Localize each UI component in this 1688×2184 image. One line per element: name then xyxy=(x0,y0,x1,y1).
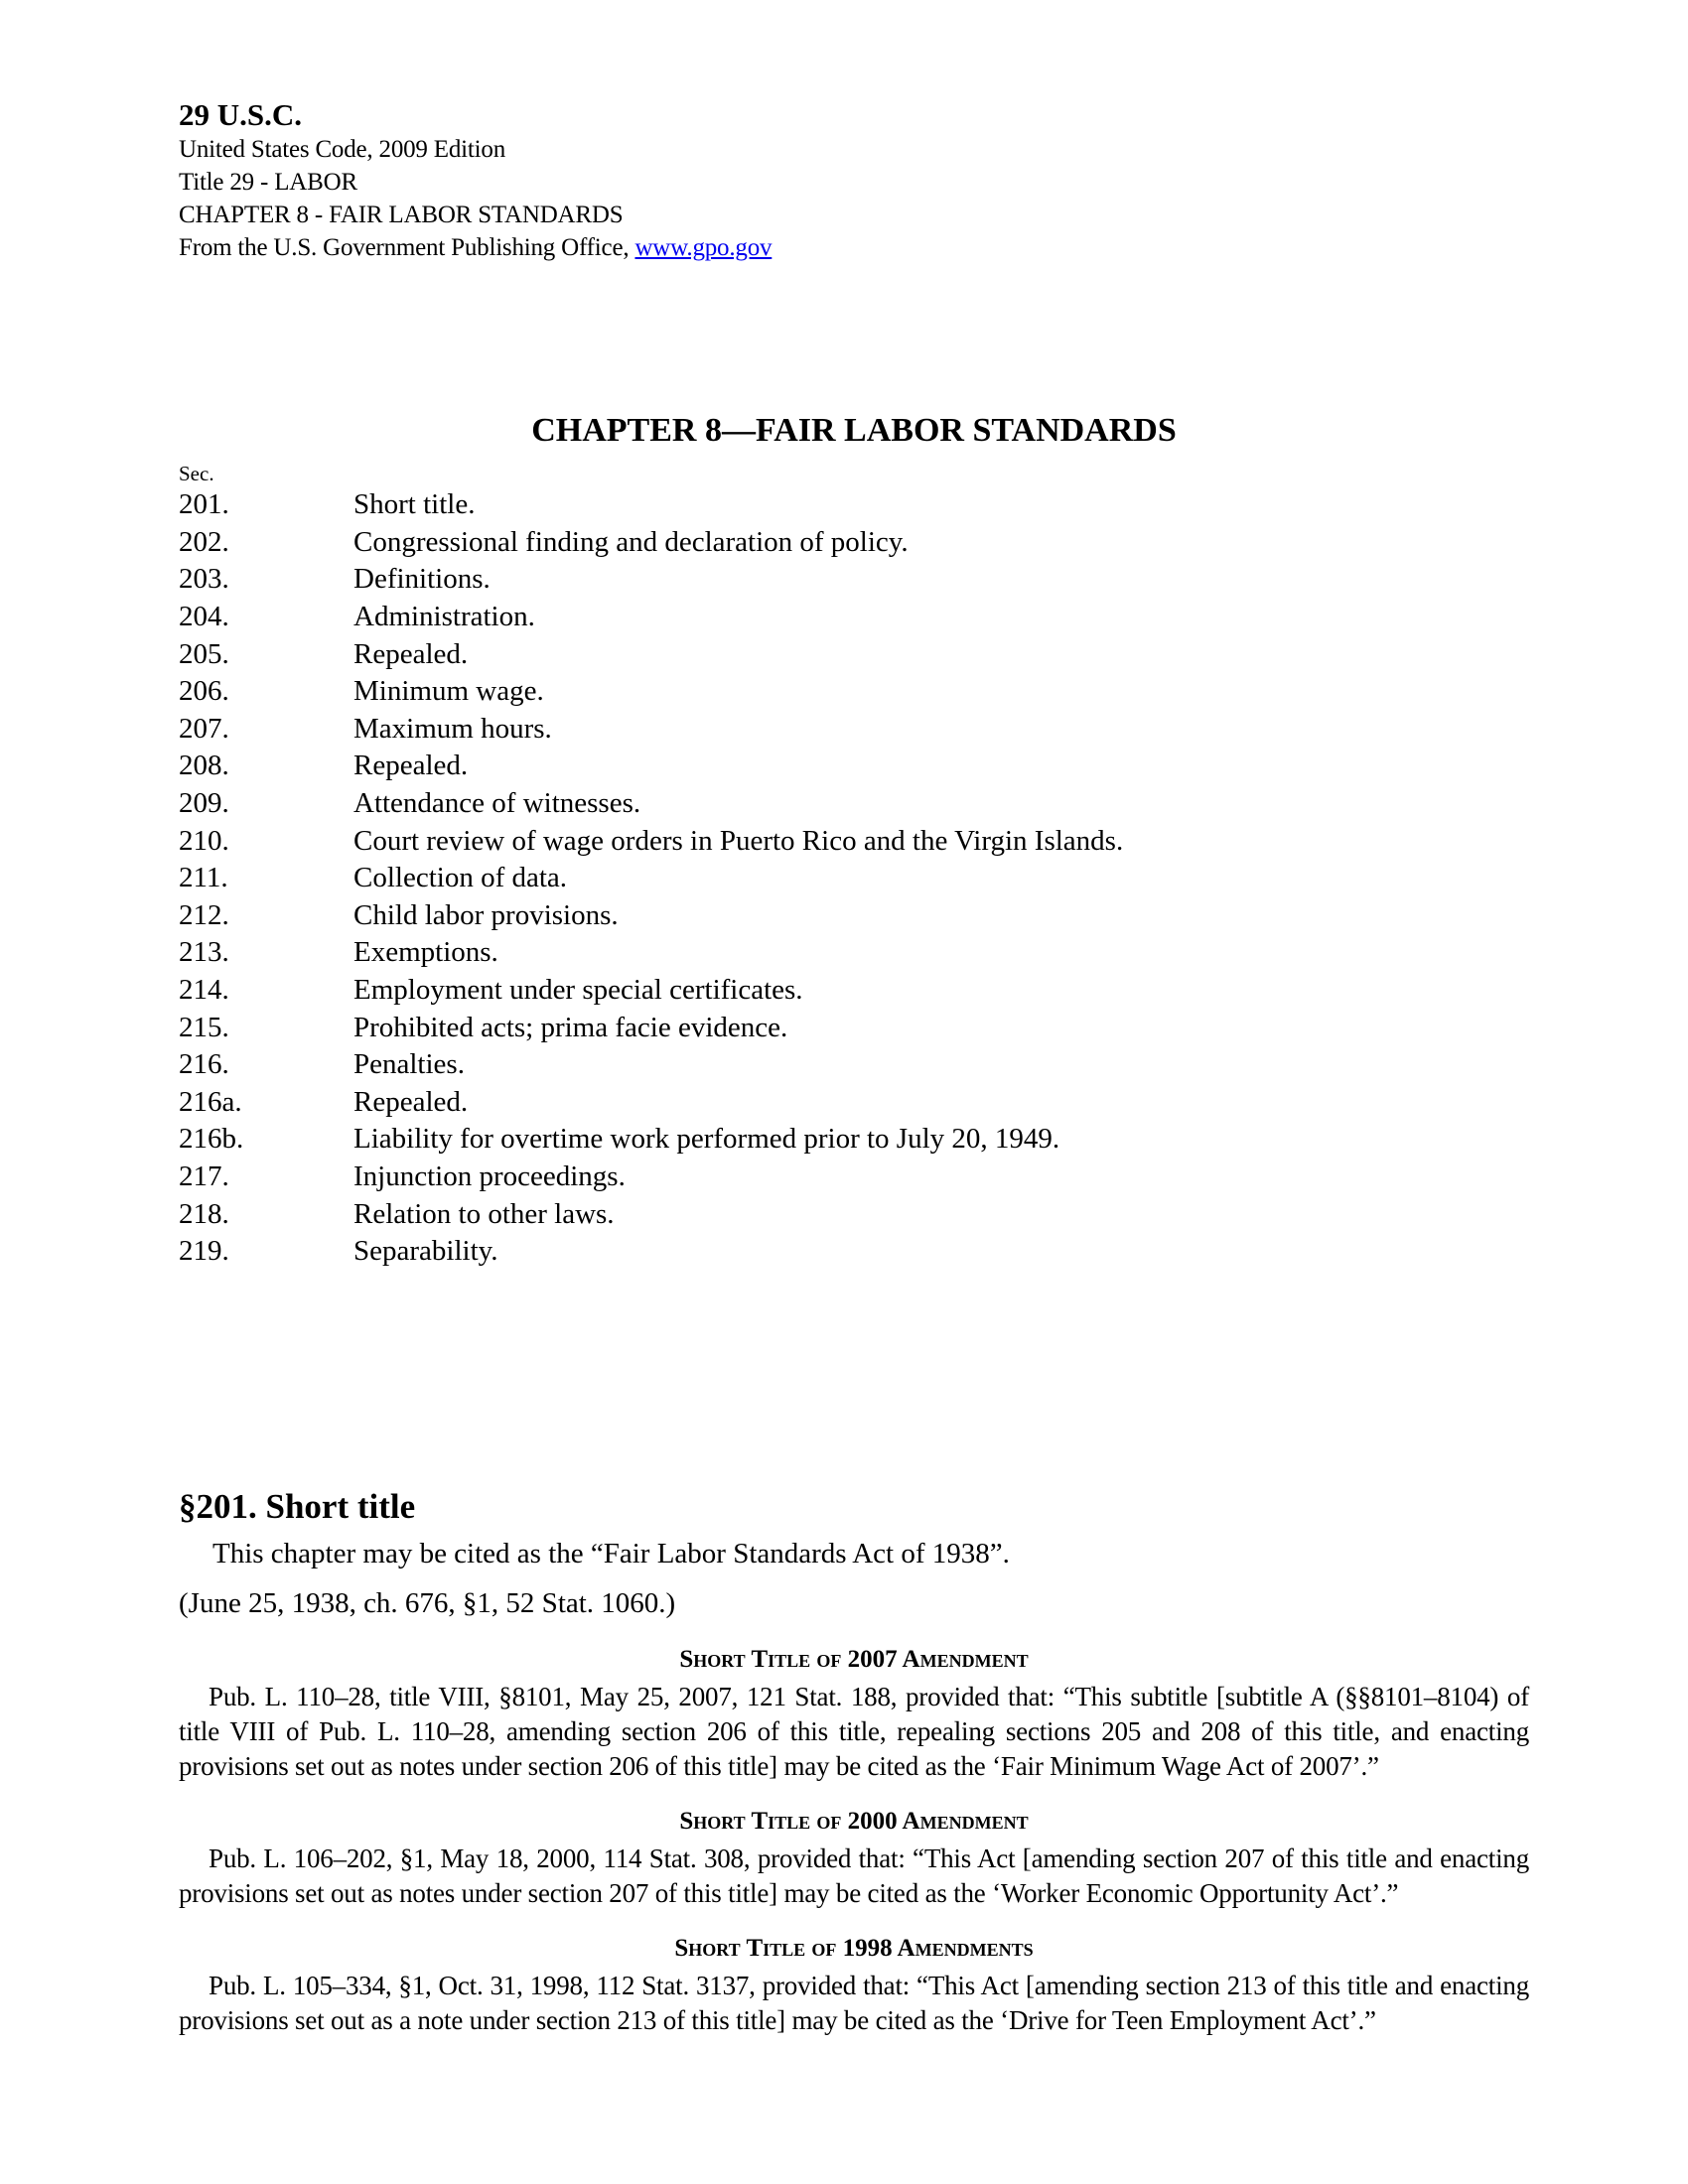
toc-row xyxy=(179,486,1529,524)
toc-section-title: Court review of wage orders in Puerto Rico and the Virgin Islands. xyxy=(353,824,1124,857)
toc-section-title: Repealed. xyxy=(353,1085,469,1118)
toc-section-number: 210. xyxy=(179,824,229,857)
toc-row xyxy=(179,934,1529,972)
note-2000 xyxy=(179,1806,1529,1911)
toc-row xyxy=(179,635,1529,673)
toc-section-title: Separability. xyxy=(353,1235,498,1268)
note-2007 xyxy=(179,1644,1529,1784)
toc-section-title: Maximum hours. xyxy=(353,712,552,745)
document-page xyxy=(179,97,1529,2035)
toc-row xyxy=(179,1009,1529,1046)
toc-section-title: Congressional finding and declaration of policy. xyxy=(353,525,909,558)
source-line xyxy=(179,231,1529,264)
toc-section-number: 203. xyxy=(179,563,229,596)
toc-row xyxy=(179,972,1529,1010)
toc-section-title: Prohibited acts; prima facie evidence. xyxy=(353,1011,788,1043)
note-heading: Short Title of 2000 Amendment xyxy=(679,1808,1029,1835)
toc-section-number: 207. xyxy=(179,712,229,745)
toc-row xyxy=(179,599,1529,636)
toc-section-number: 217. xyxy=(179,1160,229,1192)
toc-row xyxy=(179,524,1529,562)
toc-section-number: 213. xyxy=(179,936,229,969)
toc-section-number: 202. xyxy=(179,525,229,558)
toc-row xyxy=(179,822,1529,860)
toc-section-number: 216b. xyxy=(179,1123,244,1156)
toc-row xyxy=(179,711,1529,749)
toc-section-title: Repealed. xyxy=(353,750,469,782)
gpo-link[interactable]: www.gpo.gov xyxy=(634,234,773,261)
toc-row xyxy=(179,1195,1529,1233)
toc-section-number: 208. xyxy=(179,750,229,782)
toc-section-number: 215. xyxy=(179,1011,229,1043)
toc-row xyxy=(179,1159,1529,1196)
code-citation: 29 U.S.C. xyxy=(179,97,303,132)
table-of-contents xyxy=(179,486,1529,1270)
toc-row xyxy=(179,673,1529,711)
toc-row xyxy=(179,1046,1529,1084)
toc-row xyxy=(179,785,1529,823)
toc-section-title: Short title. xyxy=(353,488,476,521)
toc-section-title: Minimum wage. xyxy=(353,675,544,708)
section-201 xyxy=(179,1485,1529,2038)
toc-row xyxy=(179,1084,1529,1122)
note-1998 xyxy=(179,1933,1529,2038)
toc-section-number: 204. xyxy=(179,601,229,633)
note-heading: Short Title of 1998 Amendments xyxy=(674,1935,1034,1962)
toc-section-number: 205. xyxy=(179,637,229,670)
toc-section-title: Collection of data. xyxy=(353,862,568,894)
toc-section-title: Injunction proceedings. xyxy=(353,1160,626,1192)
toc-section-title: Liability for overtime work performed prior to July 20, 1949. xyxy=(353,1123,1060,1156)
document-header xyxy=(179,97,1529,264)
toc-section-number: 218. xyxy=(179,1197,229,1230)
toc-section-title: Definitions. xyxy=(353,563,491,596)
note-text: Pub. L. 106–202, §1, May 18, 2000, 114 Stat. 308, provided that: “This Act [amending section 207 of this title and enacting provisions set out as notes under section 207 of this title] may be cited as the ‘Worker Economic Opportunity Act’.” xyxy=(179,1843,1529,1908)
toc-section-title: Attendance of witnesses. xyxy=(353,787,641,820)
section-text: This chapter may be cited as the “Fair Labor Standards Act of 1938”. xyxy=(212,1538,1010,1570)
toc-section-title: Exemptions. xyxy=(353,936,498,969)
toc-section-title: Penalties. xyxy=(353,1048,465,1081)
toc-section-number: 214. xyxy=(179,974,229,1007)
toc-section-title: Employment under special certificates. xyxy=(353,974,803,1007)
toc-section-title: Repealed. xyxy=(353,637,469,670)
toc-section-title: Relation to other laws. xyxy=(353,1197,615,1230)
toc-row xyxy=(179,1233,1529,1271)
toc-section-title: Administration. xyxy=(353,601,535,633)
toc-section-number: 211. xyxy=(179,862,228,894)
code-edition: United States Code, 2009 Edition xyxy=(179,136,505,163)
code-chapter-line: CHAPTER 8 - FAIR LABOR STANDARDS xyxy=(179,202,624,228)
note-text: Pub. L. 110–28, title VIII, §8101, May 25, 2007, 121 Stat. 188, provided that: “This subtitle [subtitle A (§§8101–8104) of title VIII of Pub. L. 110–28, amending section 206 of this title, repealing sections 205 and 208 of this title, and enacting provisions set out as notes under section 206 of this title] may be cited as the ‘Fair Minimum Wage Act of 2007’.” xyxy=(179,1682,1529,1781)
section-heading: §201. Short title xyxy=(179,1487,416,1526)
source-prefix: From the U.S. Government Publishing Office, xyxy=(179,234,635,261)
toc-section-number: 216a. xyxy=(179,1085,242,1118)
toc-row xyxy=(179,748,1529,785)
code-title-line: Title 29 - LABOR xyxy=(179,169,357,196)
toc-section-number: 212. xyxy=(179,898,229,931)
toc-row xyxy=(179,860,1529,897)
toc-section-number: 216. xyxy=(179,1048,229,1081)
toc-section-number: 201. xyxy=(179,488,229,521)
sec-label: Sec. xyxy=(179,462,214,485)
toc-row xyxy=(179,561,1529,599)
note-text: Pub. L. 105–334, §1, Oct. 31, 1998, 112 Stat. 3137, provided that: “This Act [amending section 213 of this title and enacting provisions set out as a note under section 213 of this title] may be cited as the ‘Drive for Teen Employment Act’.” xyxy=(179,1971,1529,2035)
note-heading: Short Title of 2007 Amendment xyxy=(679,1646,1029,1673)
toc-section-number: 209. xyxy=(179,787,229,820)
section-source-credit: (June 25, 1938, ch. 676, §1, 52 Stat. 1060.) xyxy=(179,1587,676,1619)
toc-row xyxy=(179,897,1529,935)
toc-section-number: 219. xyxy=(179,1235,229,1268)
toc-section-number: 206. xyxy=(179,675,229,708)
toc-row xyxy=(179,1121,1529,1159)
chapter-heading: CHAPTER 8—FAIR LABOR STANDARDS xyxy=(531,412,1177,449)
toc-section-title: Child labor provisions. xyxy=(353,898,619,931)
